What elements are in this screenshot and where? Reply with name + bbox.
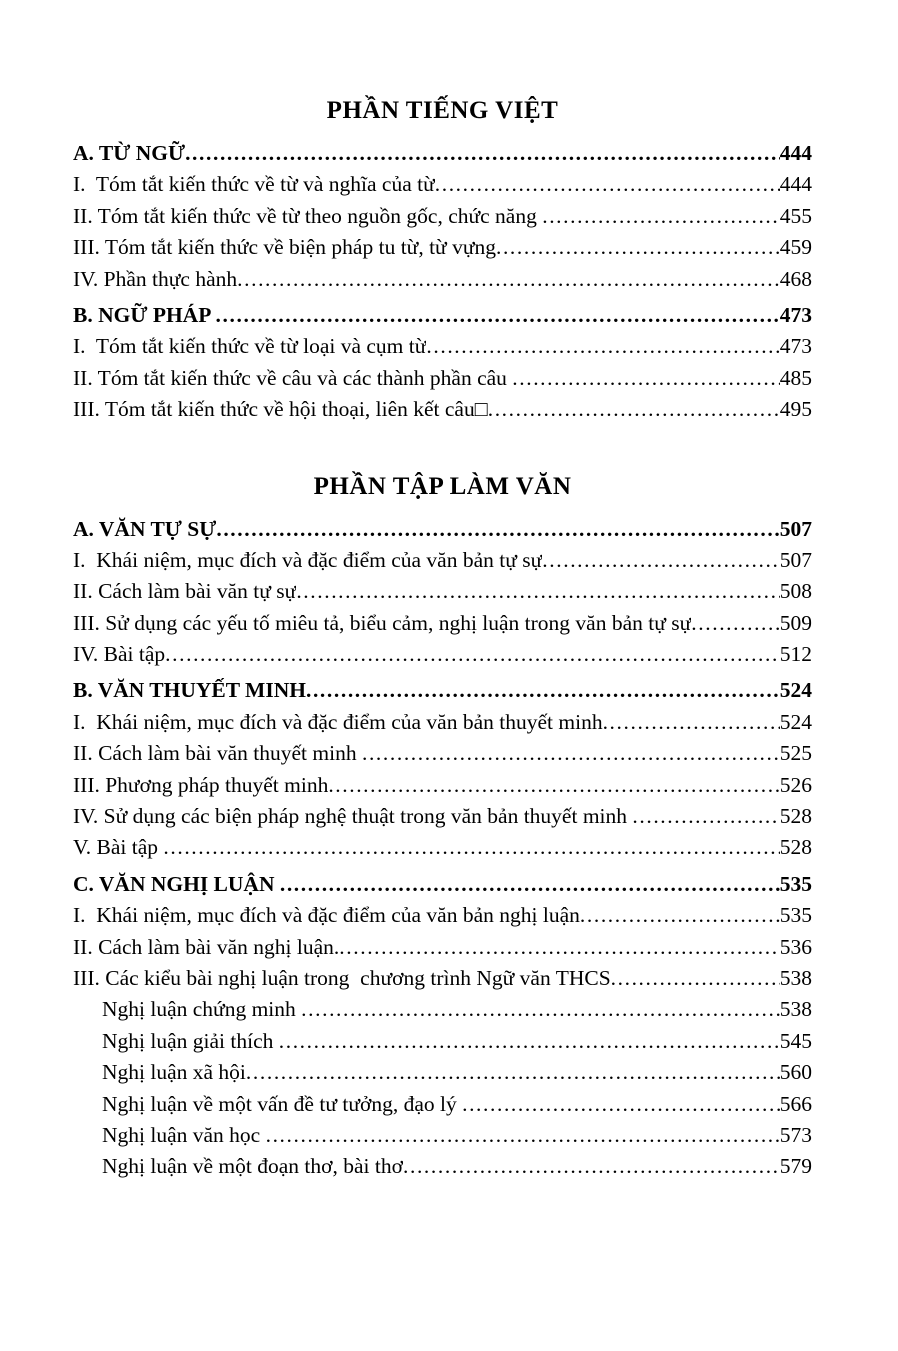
toc-entry-page: 528	[779, 835, 812, 860]
toc-entry-label: III. Sử dụng các yếu tố miêu tả, biểu cảm, nghị luận trong văn bản tự sự	[73, 610, 692, 635]
toc-section	[73, 470, 812, 1183]
table-of-contents	[73, 94, 812, 1183]
toc-entry	[73, 639, 812, 670]
toc-entry-page: 512	[779, 642, 812, 667]
toc-entry	[73, 738, 812, 769]
toc-entry	[73, 264, 812, 295]
toc-entry-label: Nghị luận văn học	[102, 1122, 266, 1147]
toc-entry-label: B. NGỮ PHÁP	[73, 302, 216, 327]
dot-leader	[216, 300, 780, 331]
toc-entry-label: III. Phương pháp thuyết minh	[73, 772, 329, 797]
toc-entry-label: C. VĂN NGHỊ LUẬN	[73, 871, 280, 896]
toc-entry-page: 459	[779, 235, 812, 260]
section-title: PHẦN TIẾNG VIỆT	[326, 97, 559, 124]
dot-leader	[301, 994, 780, 1025]
toc-entry-page: 525	[779, 741, 812, 766]
toc-entry-page: 579	[779, 1154, 812, 1179]
toc-entry-label: II. Cách làm bài văn thuyết minh	[73, 741, 362, 766]
toc-entry	[73, 994, 812, 1025]
dot-leader	[691, 608, 779, 639]
toc-entry-label: V. Bài tập	[73, 835, 164, 860]
toc-entry-label: Nghị luận chứng minh	[102, 997, 302, 1022]
dot-leader	[237, 264, 780, 295]
dot-leader	[512, 363, 779, 394]
toc-entry-page: 468	[779, 266, 812, 291]
toc-entry-page: 545	[779, 1028, 812, 1053]
dot-leader	[279, 1026, 780, 1057]
toc-entry-page: 526	[779, 772, 812, 797]
toc-entry-page: 524	[779, 678, 812, 703]
toc-entry	[73, 300, 812, 331]
toc-entry	[73, 331, 812, 362]
toc-entry	[73, 1057, 812, 1088]
dot-leader	[496, 232, 780, 263]
toc-entry-page: 560	[779, 1060, 812, 1085]
toc-entry-page: 473	[779, 302, 812, 327]
toc-entry	[73, 1026, 812, 1057]
toc-entry	[73, 232, 812, 263]
toc-entry-page: 507	[779, 516, 812, 541]
toc-entry	[73, 963, 812, 994]
toc-entry-label: I. Khái niệm, mục đích và đặc điểm của văn bản thuyết minh	[73, 709, 603, 734]
toc-entry-label: A. VĂN TỰ SỰ	[73, 516, 217, 541]
toc-entry-page: 485	[779, 365, 812, 390]
dot-leader	[542, 201, 780, 232]
dot-leader	[603, 707, 780, 738]
toc-entry-label: Nghị luận xã hội	[102, 1060, 246, 1085]
toc-entry-label: IV. Sử dụng các biện pháp nghệ thuật trong văn bản thuyết minh	[73, 804, 633, 829]
toc-entry-page: 538	[779, 997, 812, 1022]
toc-entry-label: Nghị luận về một vấn đề tư tưởng, đạo lý	[102, 1091, 463, 1116]
toc-entry-label: I. Khái niệm, mục đích và đặc điểm của văn bản tự sự	[73, 547, 543, 572]
toc-entry-page: 495	[779, 397, 812, 422]
dot-leader	[280, 869, 780, 900]
toc-entry	[73, 1120, 812, 1151]
dot-leader	[632, 801, 779, 832]
toc-entry	[73, 1089, 812, 1120]
toc-entry	[73, 363, 812, 394]
toc-entry-page: 535	[779, 903, 812, 928]
toc-entry-label: II. Tóm tắt kiến thức về từ theo nguồn gốc, chức năng	[73, 203, 543, 228]
toc-entry-label: I. Tóm tắt kiến thức về từ và nghĩa của từ	[73, 172, 435, 197]
toc-entry	[73, 770, 812, 801]
toc-entry	[73, 1151, 812, 1182]
toc-entry	[73, 707, 812, 738]
toc-entry	[73, 394, 812, 425]
toc-entry-label: II. Cách làm bài văn nghị luận.	[73, 934, 340, 959]
toc-entry-label: A. TỪ NGỮ	[73, 141, 186, 165]
dot-leader	[165, 639, 780, 670]
dot-leader	[435, 169, 780, 200]
toc-entry	[73, 869, 812, 900]
toc-entry	[73, 832, 812, 863]
toc-entry	[73, 675, 812, 706]
toc-entry-label: II. Cách làm bài văn tự sự	[73, 579, 297, 604]
dot-leader	[488, 394, 780, 425]
toc-entry	[73, 801, 812, 832]
dot-leader	[362, 738, 780, 769]
dot-leader	[296, 576, 779, 607]
toc-entry	[73, 608, 812, 639]
toc-entry-page: 538	[779, 965, 812, 990]
toc-entry-page: 566	[779, 1091, 812, 1116]
toc-section	[73, 94, 812, 426]
dot-leader	[246, 1057, 780, 1088]
toc-entry-page: 444	[779, 172, 812, 197]
dot-leader	[542, 545, 779, 576]
toc-entry	[73, 545, 812, 576]
dot-leader	[185, 138, 780, 169]
toc-entry-page: 473	[779, 334, 812, 359]
toc-entry-label: III. Tóm tắt kiến thức về hội thoại, liên kết câu□	[73, 397, 488, 422]
toc-entry-label: Nghị luận về một đoạn thơ, bài thơ	[102, 1154, 403, 1179]
dot-leader	[611, 963, 780, 994]
toc-entry-page: 524	[779, 709, 812, 734]
dot-leader	[403, 1151, 780, 1182]
toc-entry-page: 536	[779, 934, 812, 959]
dot-leader	[580, 900, 780, 931]
dot-leader	[163, 832, 779, 863]
toc-entry	[73, 900, 812, 931]
dot-leader	[266, 1120, 780, 1151]
toc-entry	[73, 201, 812, 232]
toc-entry	[73, 169, 812, 200]
toc-entry	[73, 932, 812, 963]
toc-entry	[73, 576, 812, 607]
toc-entry-label: IV. Phần thực hành	[73, 266, 238, 291]
toc-entry	[73, 138, 812, 169]
toc-entry-page: 444	[779, 141, 812, 165]
toc-entry-label: III. Các kiểu bài nghị luận trong chương trình Ngữ văn THCS	[73, 965, 611, 990]
dot-leader	[462, 1089, 780, 1120]
toc-entry	[73, 514, 812, 545]
toc-entry-label: III. Tóm tắt kiến thức về biện pháp tu từ, từ vựng	[73, 235, 496, 260]
toc-entry-page: 573	[779, 1122, 812, 1147]
toc-entry-label: Nghị luận giải thích	[102, 1028, 279, 1053]
toc-entry-label: B. VĂN THUYẾT MINH	[73, 678, 306, 703]
toc-entry-label: II. Tóm tắt kiến thức về câu và các thành phần câu	[73, 365, 513, 390]
dot-leader	[339, 932, 779, 963]
toc-entry-page: 507	[779, 547, 812, 572]
toc-entry-label: IV. Bài tập	[73, 642, 166, 667]
dot-leader	[306, 675, 780, 706]
toc-entry-label: I. Khái niệm, mục đích và đặc điểm của văn bản nghị luận	[73, 903, 580, 928]
toc-entry-page: 509	[779, 610, 812, 635]
dot-leader	[216, 514, 779, 545]
toc-entry-page: 455	[779, 203, 812, 228]
section-title: PHẦN TẬP LÀM VĂN	[313, 472, 572, 500]
toc-entry-page: 535	[779, 871, 812, 896]
toc-entry-page: 508	[779, 579, 812, 604]
toc-entry-label: I. Tóm tắt kiến thức về từ loại và cụm từ	[73, 334, 427, 359]
toc-entry-page: 528	[779, 804, 812, 829]
dot-leader	[328, 770, 779, 801]
dot-leader	[426, 331, 779, 362]
